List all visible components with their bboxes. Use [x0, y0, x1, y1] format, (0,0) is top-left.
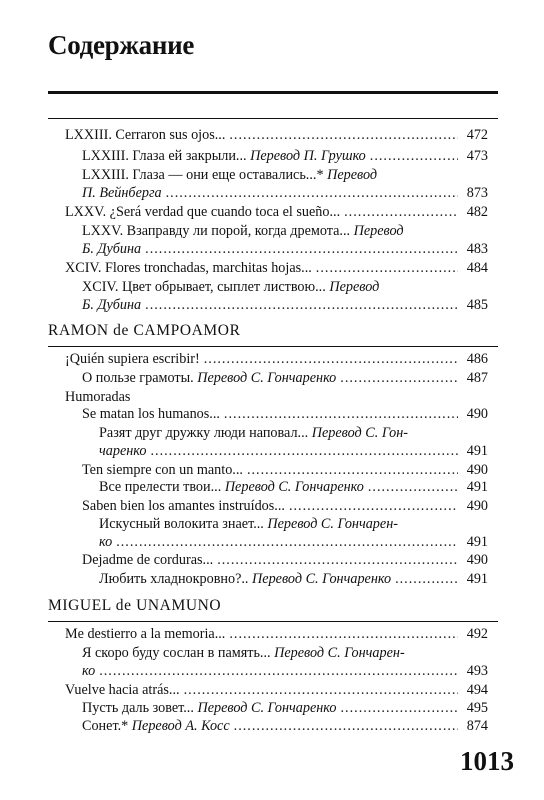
toc-entry-page: 491 [466, 534, 488, 550]
toc-entry [0, 461, 544, 479]
section-title-campoamor: RAMON de CAMPOAMOR [48, 322, 241, 339]
toc-entry [0, 147, 544, 165]
toc-entry-first-line [82, 222, 404, 240]
toc-entry-title: Humoradas [65, 389, 131, 405]
toc-entry-title: LXXV. Взаправду ли порой, когда дремота... [82, 223, 354, 239]
toc-entry-title: Dejadme de corduras... [82, 552, 214, 568]
toc-entry-first-line [82, 166, 377, 184]
toc-entry [0, 442, 544, 460]
leader-dots [224, 405, 458, 423]
toc-entry-page: 494 [466, 682, 488, 698]
toc-entry-page: 873 [466, 185, 488, 201]
toc-entry-translator-cont: П. Вейнберга [82, 185, 162, 201]
toc-entry-translator: Перевод [353, 223, 404, 239]
toc-entry [0, 551, 544, 569]
toc-entry-title: XCIV. Цвет обрывает, сыплет листвою... [82, 279, 330, 295]
toc-entry-page: 490 [466, 498, 488, 514]
toc-entry-translator-cont: ко [82, 663, 96, 679]
leader-dots [234, 717, 458, 735]
toc-entry-page: 482 [466, 204, 488, 220]
toc-entry [0, 478, 544, 496]
toc-entry-page: 874 [466, 718, 488, 734]
toc-entry-title: Saben bien los amantes instruídos... [82, 498, 285, 514]
toc-entry [0, 369, 544, 387]
toc-entry [0, 570, 544, 588]
toc-entry-title: Разят друг дружку люди наповал... [99, 425, 312, 441]
heading-rule [48, 91, 498, 94]
toc-entry-translator: Перевод С. Гончаренко [197, 700, 337, 716]
toc-entry [0, 497, 544, 515]
toc-entry [0, 184, 544, 202]
toc-entry-page: 490 [466, 462, 488, 478]
toc-entry-title: LXXIII. Глаза ей закрыли... Перевод П. Грушко [82, 148, 366, 164]
toc-entry [0, 259, 544, 277]
leader-dots [204, 350, 458, 368]
leader-dots [247, 461, 458, 479]
toc-entry [0, 405, 544, 423]
section-title-unamuno: MIGUEL de UNAMUNO [48, 597, 222, 614]
toc-entry-page: 495 [466, 700, 488, 716]
toc-entry-title: LXXIII. Cerraron sus ojos... [65, 127, 226, 143]
toc-entry-translator-cont: ко [99, 534, 113, 550]
toc-entry-title: Я скоро буду сослан в память... [82, 645, 275, 661]
toc-entry-title: Ten siempre con un manto... [82, 462, 243, 478]
leader-dots [370, 147, 458, 165]
toc-entry-title: Сонет.* Перевод А. Косс [82, 718, 230, 734]
toc-entry-first-line [82, 644, 405, 662]
toc-entry-title: LXXV. ¿Será verdad que cuando toca el sueño... [65, 204, 341, 220]
toc-entry-page: 486 [466, 351, 488, 367]
toc-entry-translator-cont: Б. Дубина [82, 297, 142, 313]
leader-dots [368, 478, 458, 496]
leader-dots [184, 681, 458, 699]
toc-entry-title: Se matan los humanos... [82, 406, 220, 422]
divider-3 [48, 621, 498, 622]
page-heading: Содержание [48, 30, 195, 60]
leader-dots [395, 570, 458, 588]
toc-entry-title: Любить хладнокровно?.. Перевод С. Гончаренко [99, 571, 392, 587]
toc-entry [0, 203, 544, 221]
toc-entry-translator: Перевод А. Косс [131, 718, 230, 734]
toc-entry-page: 483 [466, 241, 488, 257]
toc-entry-page: 493 [466, 663, 488, 679]
toc-entry-translator: Перевод П. Грушко [250, 148, 366, 164]
toc-entry-page: 491 [466, 443, 488, 459]
leader-dots [229, 126, 458, 144]
toc-entry-title: LXXIII. Глаза — они еще оставались...* [82, 167, 328, 183]
leader-dots [344, 203, 458, 221]
toc-entry-page: 485 [466, 297, 488, 313]
toc-entry [0, 717, 544, 735]
toc-entry [0, 533, 544, 551]
toc-entry-translator-cont: Б. Дубина [82, 241, 142, 257]
divider-2 [48, 346, 498, 347]
toc-entry-page: 491 [466, 479, 488, 495]
toc-entry-title: Me destierro a la memoria... [65, 626, 226, 642]
leader-dots [116, 533, 458, 551]
toc-entry [0, 681, 544, 699]
toc-entry [0, 240, 544, 258]
toc-entry [0, 699, 544, 717]
toc-entry-title: ¡Quién supiera escribir! [65, 351, 200, 367]
leader-dots [340, 369, 458, 387]
toc-entry-title: XCIV. Flores tronchadas, marchitas hojas... [65, 260, 312, 276]
toc-entry [0, 350, 544, 368]
toc-entry-title: Искусный волокита знает... [99, 516, 268, 532]
toc-entry-translator: Перевод С. Гон- [311, 425, 409, 441]
leader-dots [341, 699, 459, 717]
leader-dots [166, 184, 458, 202]
toc-entry-translator: Перевод С. Гончаренко [197, 370, 337, 386]
toc-entry-translator: Перевод С. Гончарен- [274, 645, 405, 661]
toc-entry-page: 484 [466, 260, 488, 276]
toc-entry-translator: Перевод С. Гончаренко [224, 479, 364, 495]
toc-entry-translator-cont: чаренко [99, 443, 147, 459]
leader-dots [289, 497, 458, 515]
divider-1 [48, 118, 498, 119]
toc-entry-page: 487 [466, 370, 488, 386]
toc-entry-translator: Перевод С. Гончарен- [267, 516, 398, 532]
leader-dots [99, 662, 458, 680]
toc-entry-title: Vuelve hacia atrás... [65, 682, 180, 698]
leader-dots [145, 296, 458, 314]
leader-dots [145, 240, 458, 258]
toc-entry [0, 625, 544, 643]
toc-entry-page: 473 [466, 148, 488, 164]
toc-entry-title: Пусть даль зовет... Перевод С. Гончаренко [82, 700, 337, 716]
toc-entry-translator: Перевод С. Гончаренко [252, 571, 392, 587]
toc-entry-translator: Перевод [327, 167, 378, 183]
toc-entry-page: 491 [466, 571, 488, 587]
toc-entry-title: Все прелести твои... Перевод С. Гончаренко [99, 479, 364, 495]
toc-entry-page: 472 [466, 127, 488, 143]
toc-entry-first-line [82, 278, 379, 296]
leader-dots [217, 551, 458, 569]
toc-entry [0, 662, 544, 680]
toc-entry [0, 126, 544, 144]
toc-entry-page: 490 [466, 406, 488, 422]
toc-entry-page: 492 [466, 626, 488, 642]
leader-dots [229, 625, 458, 643]
leader-dots [316, 259, 458, 277]
leader-dots [150, 442, 458, 460]
toc-entry [0, 388, 544, 406]
toc-entry-title: О пользе грамоты. Перевод С. Гончаренко [82, 370, 337, 386]
toc-entry-page: 490 [466, 552, 488, 568]
toc-entry-translator: Перевод [329, 279, 380, 295]
toc-entry-first-line [99, 515, 398, 533]
page-number: 1013 [460, 746, 514, 776]
toc-entry [0, 296, 544, 314]
toc-entry-first-line [99, 424, 408, 442]
